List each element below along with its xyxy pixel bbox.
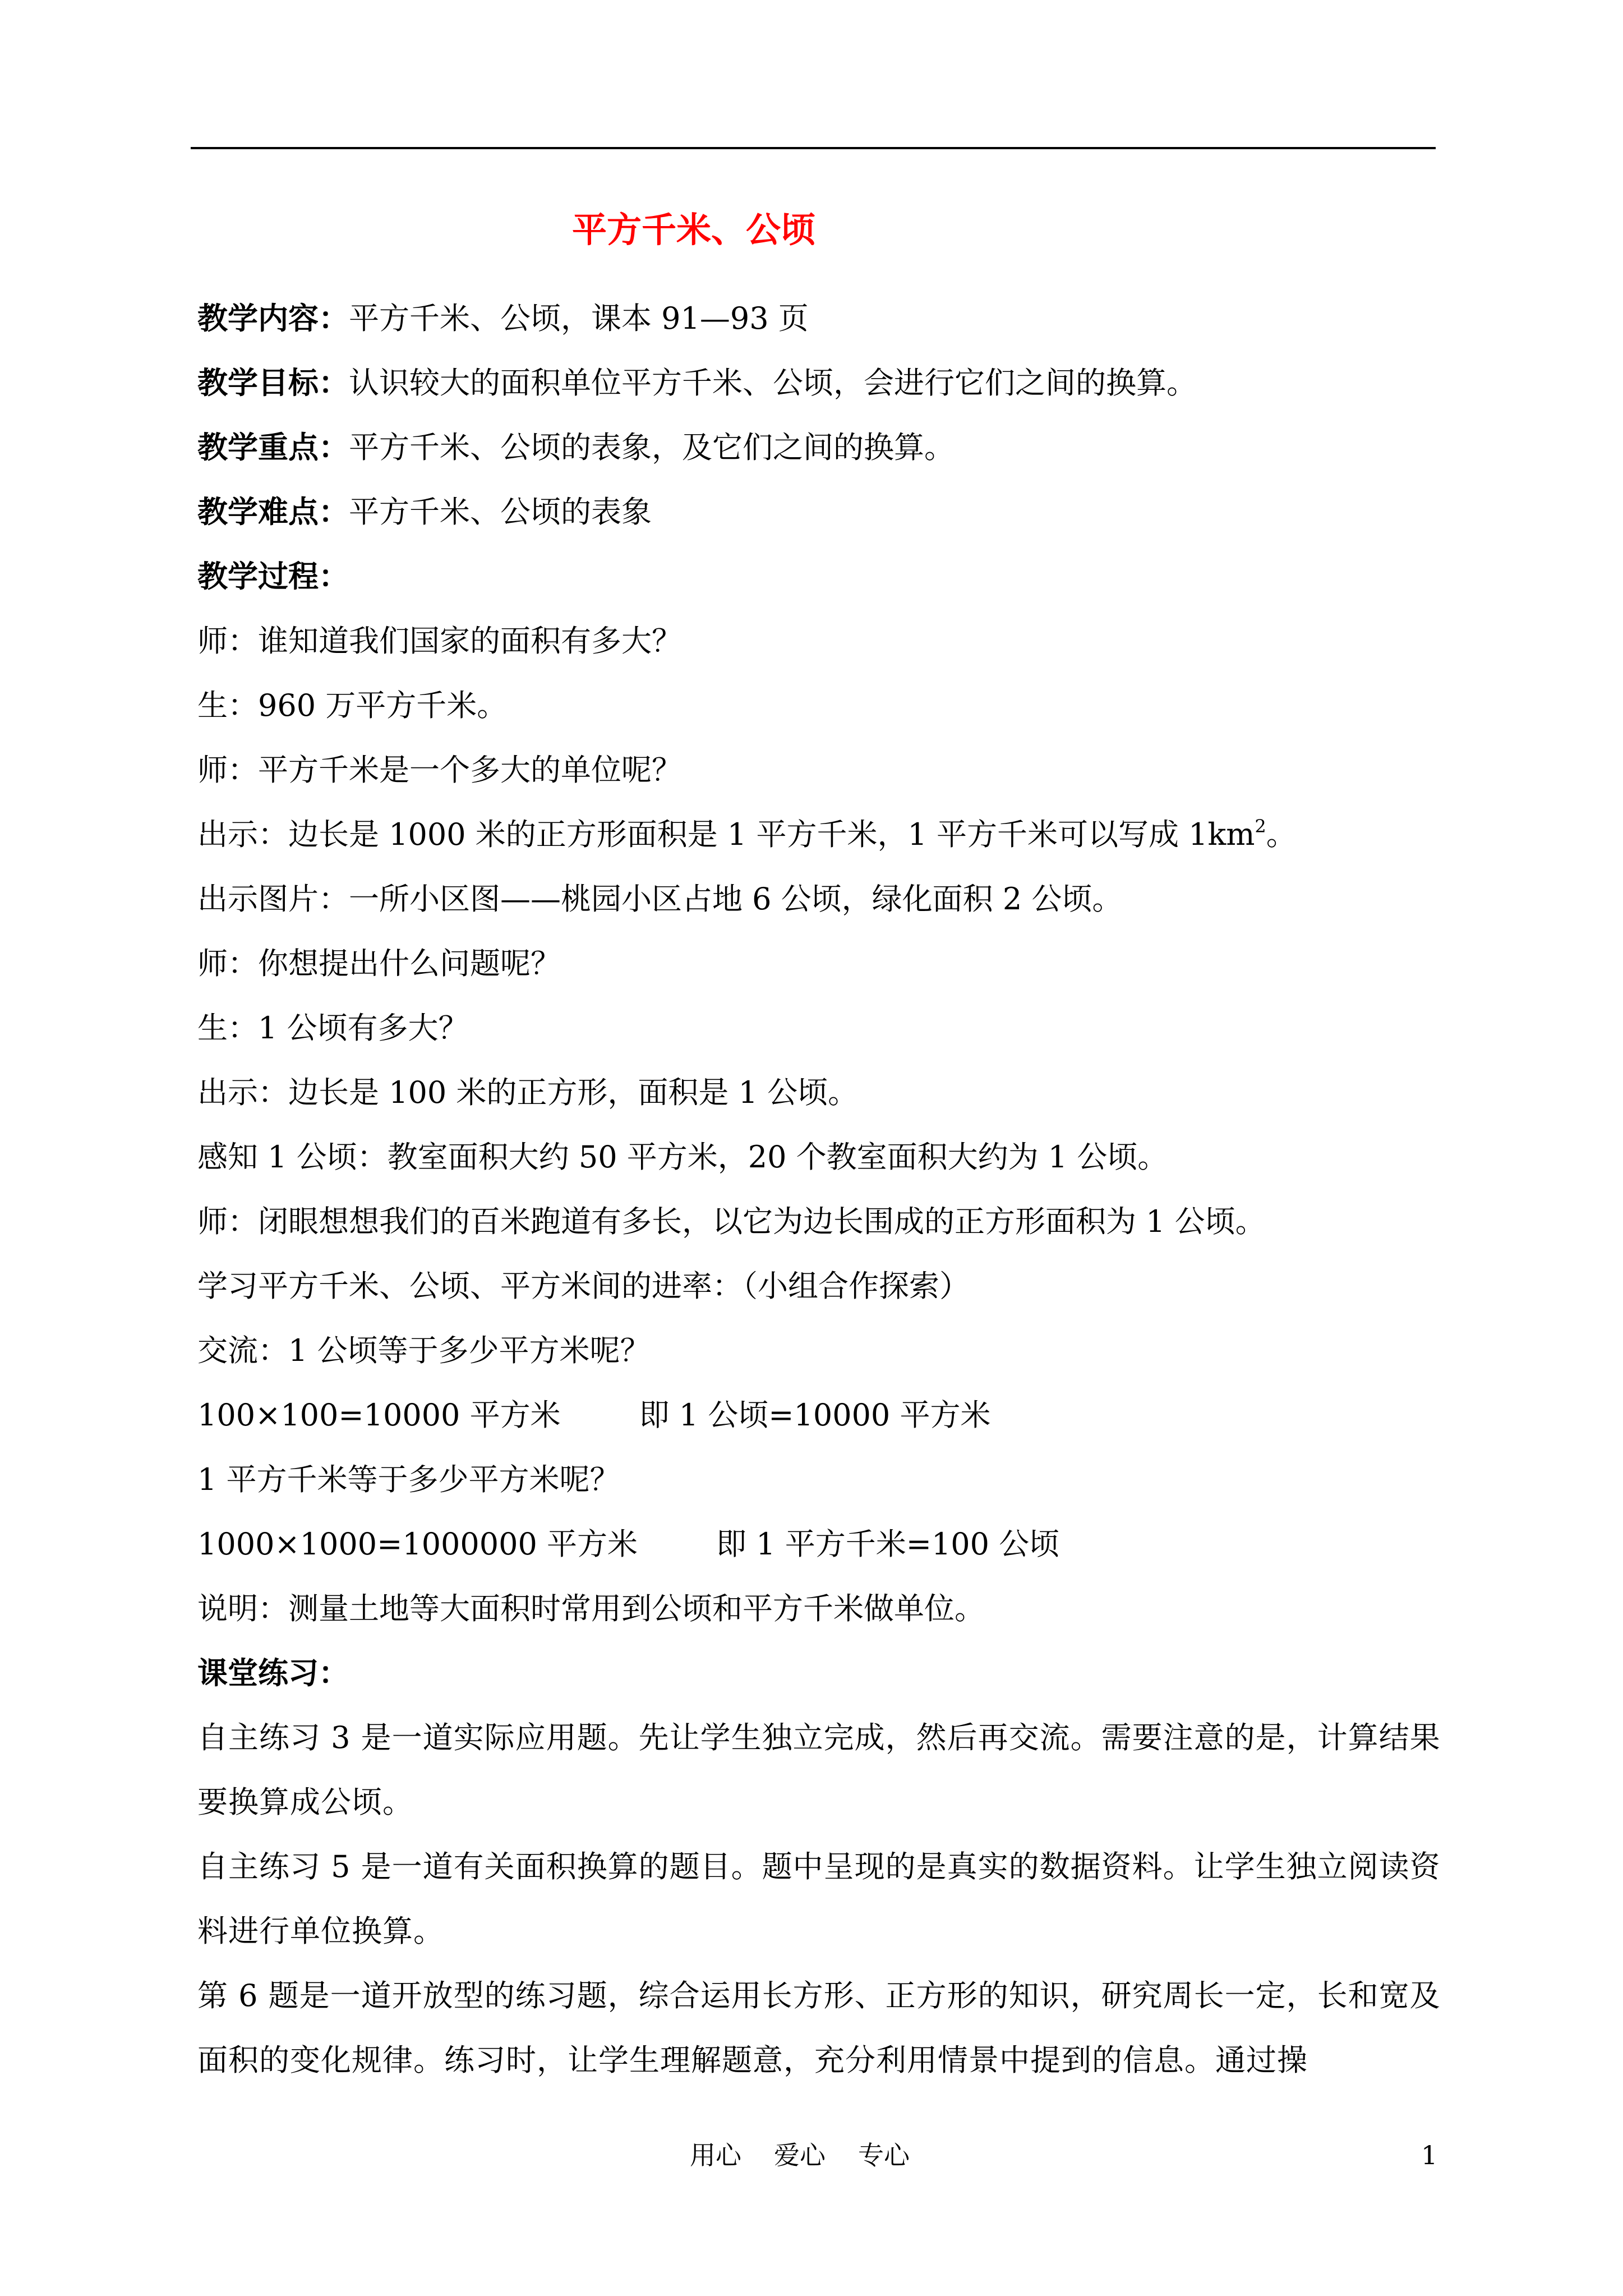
process-line-5: 出示图片：一所小区图——桃园小区占地 6 公顷，绿化面积 2 公顷。 [197, 881, 1123, 917]
process-line-8: 出示：边长是 100 米的正方形，面积是 1 公顷。 [197, 1075, 859, 1110]
document-title: 平方千米、公顷 [572, 209, 816, 250]
process-heading [197, 544, 1447, 609]
process-line-16: 说明：测量土地等大面积时常用到公顷和平方千米做单位。 [197, 1591, 985, 1626]
key-label: 教学重点： [197, 429, 349, 465]
process-line-1: 师：谁知道我们国家的面积有多大？ [197, 623, 682, 659]
process-line-6: 师：你想提出什么问题呢？ [197, 946, 561, 981]
key-line [197, 415, 1447, 480]
content-text: 平方千米、公顷，课本 91—93 页 [349, 301, 809, 336]
goal-text: 认识较大的面积单位平方千米、公顷，会进行它们之间的换算。 [349, 365, 1197, 401]
footer-word-1: 用心 [690, 2140, 741, 2170]
goal-label: 教学目标： [197, 365, 349, 401]
difficulty-text: 平方千米、公顷的表象 [349, 494, 652, 530]
result-square-km: 即 1 平方千米=100 公顷 [716, 1526, 1060, 1562]
content-line [197, 286, 1447, 351]
process-line-14: 1 平方千米等于多少平方米呢？ [197, 1462, 620, 1497]
process-line-15 [197, 1512, 1447, 1576]
process-line-7: 生：1 公顷有多大？ [197, 1010, 469, 1046]
practice-paragraph-1: 自主练习 3 是一道实际应用题。先让学生独立完成，然后再交流。需要注意的是，计算结果要换算成公顷。 [197, 1720, 1441, 1820]
result-hectare: 即 1 公顷=10000 平方米 [639, 1397, 991, 1433]
header-rule [191, 147, 1436, 149]
process-line-4-text: 出示：边长是 1000 米的正方形面积是 1 平方千米，1 平方千米可以写成 1km [197, 817, 1255, 852]
practice-paragraph-3: 第 6 题是一道开放型的练习题，综合运用长方形、正方形的知识，研究周长一定，长和宽及面积的变化规律。练习时，让学生理解题意，充分利用情景中提到的信息。通过操 [197, 1978, 1441, 2078]
footer-word-3: 专心 [858, 2140, 910, 2170]
goal-line [197, 351, 1447, 415]
process-line-12: 交流：1 公顷等于多少平方米呢？ [197, 1333, 651, 1368]
process-line-10: 师：闭眼想想我们的百米跑道有多长，以它为边长围成的正方形面积为 1 公顷。 [197, 1204, 1266, 1239]
process-line-13 [197, 1383, 1447, 1447]
difficulty-line [197, 480, 1447, 544]
process-label: 教学过程： [197, 558, 349, 594]
footer-motto [690, 2138, 942, 2172]
key-text: 平方千米、公顷的表象，及它们之间的换算。 [349, 430, 955, 465]
process-line-2: 生：960 万平方千米。 [197, 688, 508, 723]
practice-paragraph-2: 自主练习 5 是一道有关面积换算的题目。题中呈现的是真实的数据资料。让学生独立阅读资料进行单位换算。 [197, 1849, 1441, 1949]
process-line-4 [197, 802, 1447, 867]
content-label: 教学内容： [197, 300, 349, 336]
practice-heading [197, 1641, 1447, 1705]
page-number: 1 [1421, 2140, 1438, 2170]
process-line-11: 学习平方千米、公顷、平方米间的进率：（小组合作探索） [197, 1268, 970, 1304]
calc-hectare: 100×100=10000 平方米 [197, 1397, 561, 1433]
difficulty-label: 教学难点： [197, 494, 349, 530]
calc-square-km: 1000×1000=1000000 平方米 [197, 1526, 638, 1562]
process-line-9: 感知 1 公顷：教室面积大约 50 平方米，20 个教室面积大约为 1 公顷。 [197, 1139, 1168, 1175]
document-body [197, 286, 1447, 2092]
process-line-3: 师：平方千米是一个多大的单位呢？ [197, 752, 682, 788]
practice-label: 课堂练习： [197, 1655, 349, 1691]
footer-word-2: 爱心 [774, 2140, 826, 2170]
superscript-two: 2 [1255, 816, 1266, 837]
process-line-4-end: 。 [1266, 817, 1297, 852]
